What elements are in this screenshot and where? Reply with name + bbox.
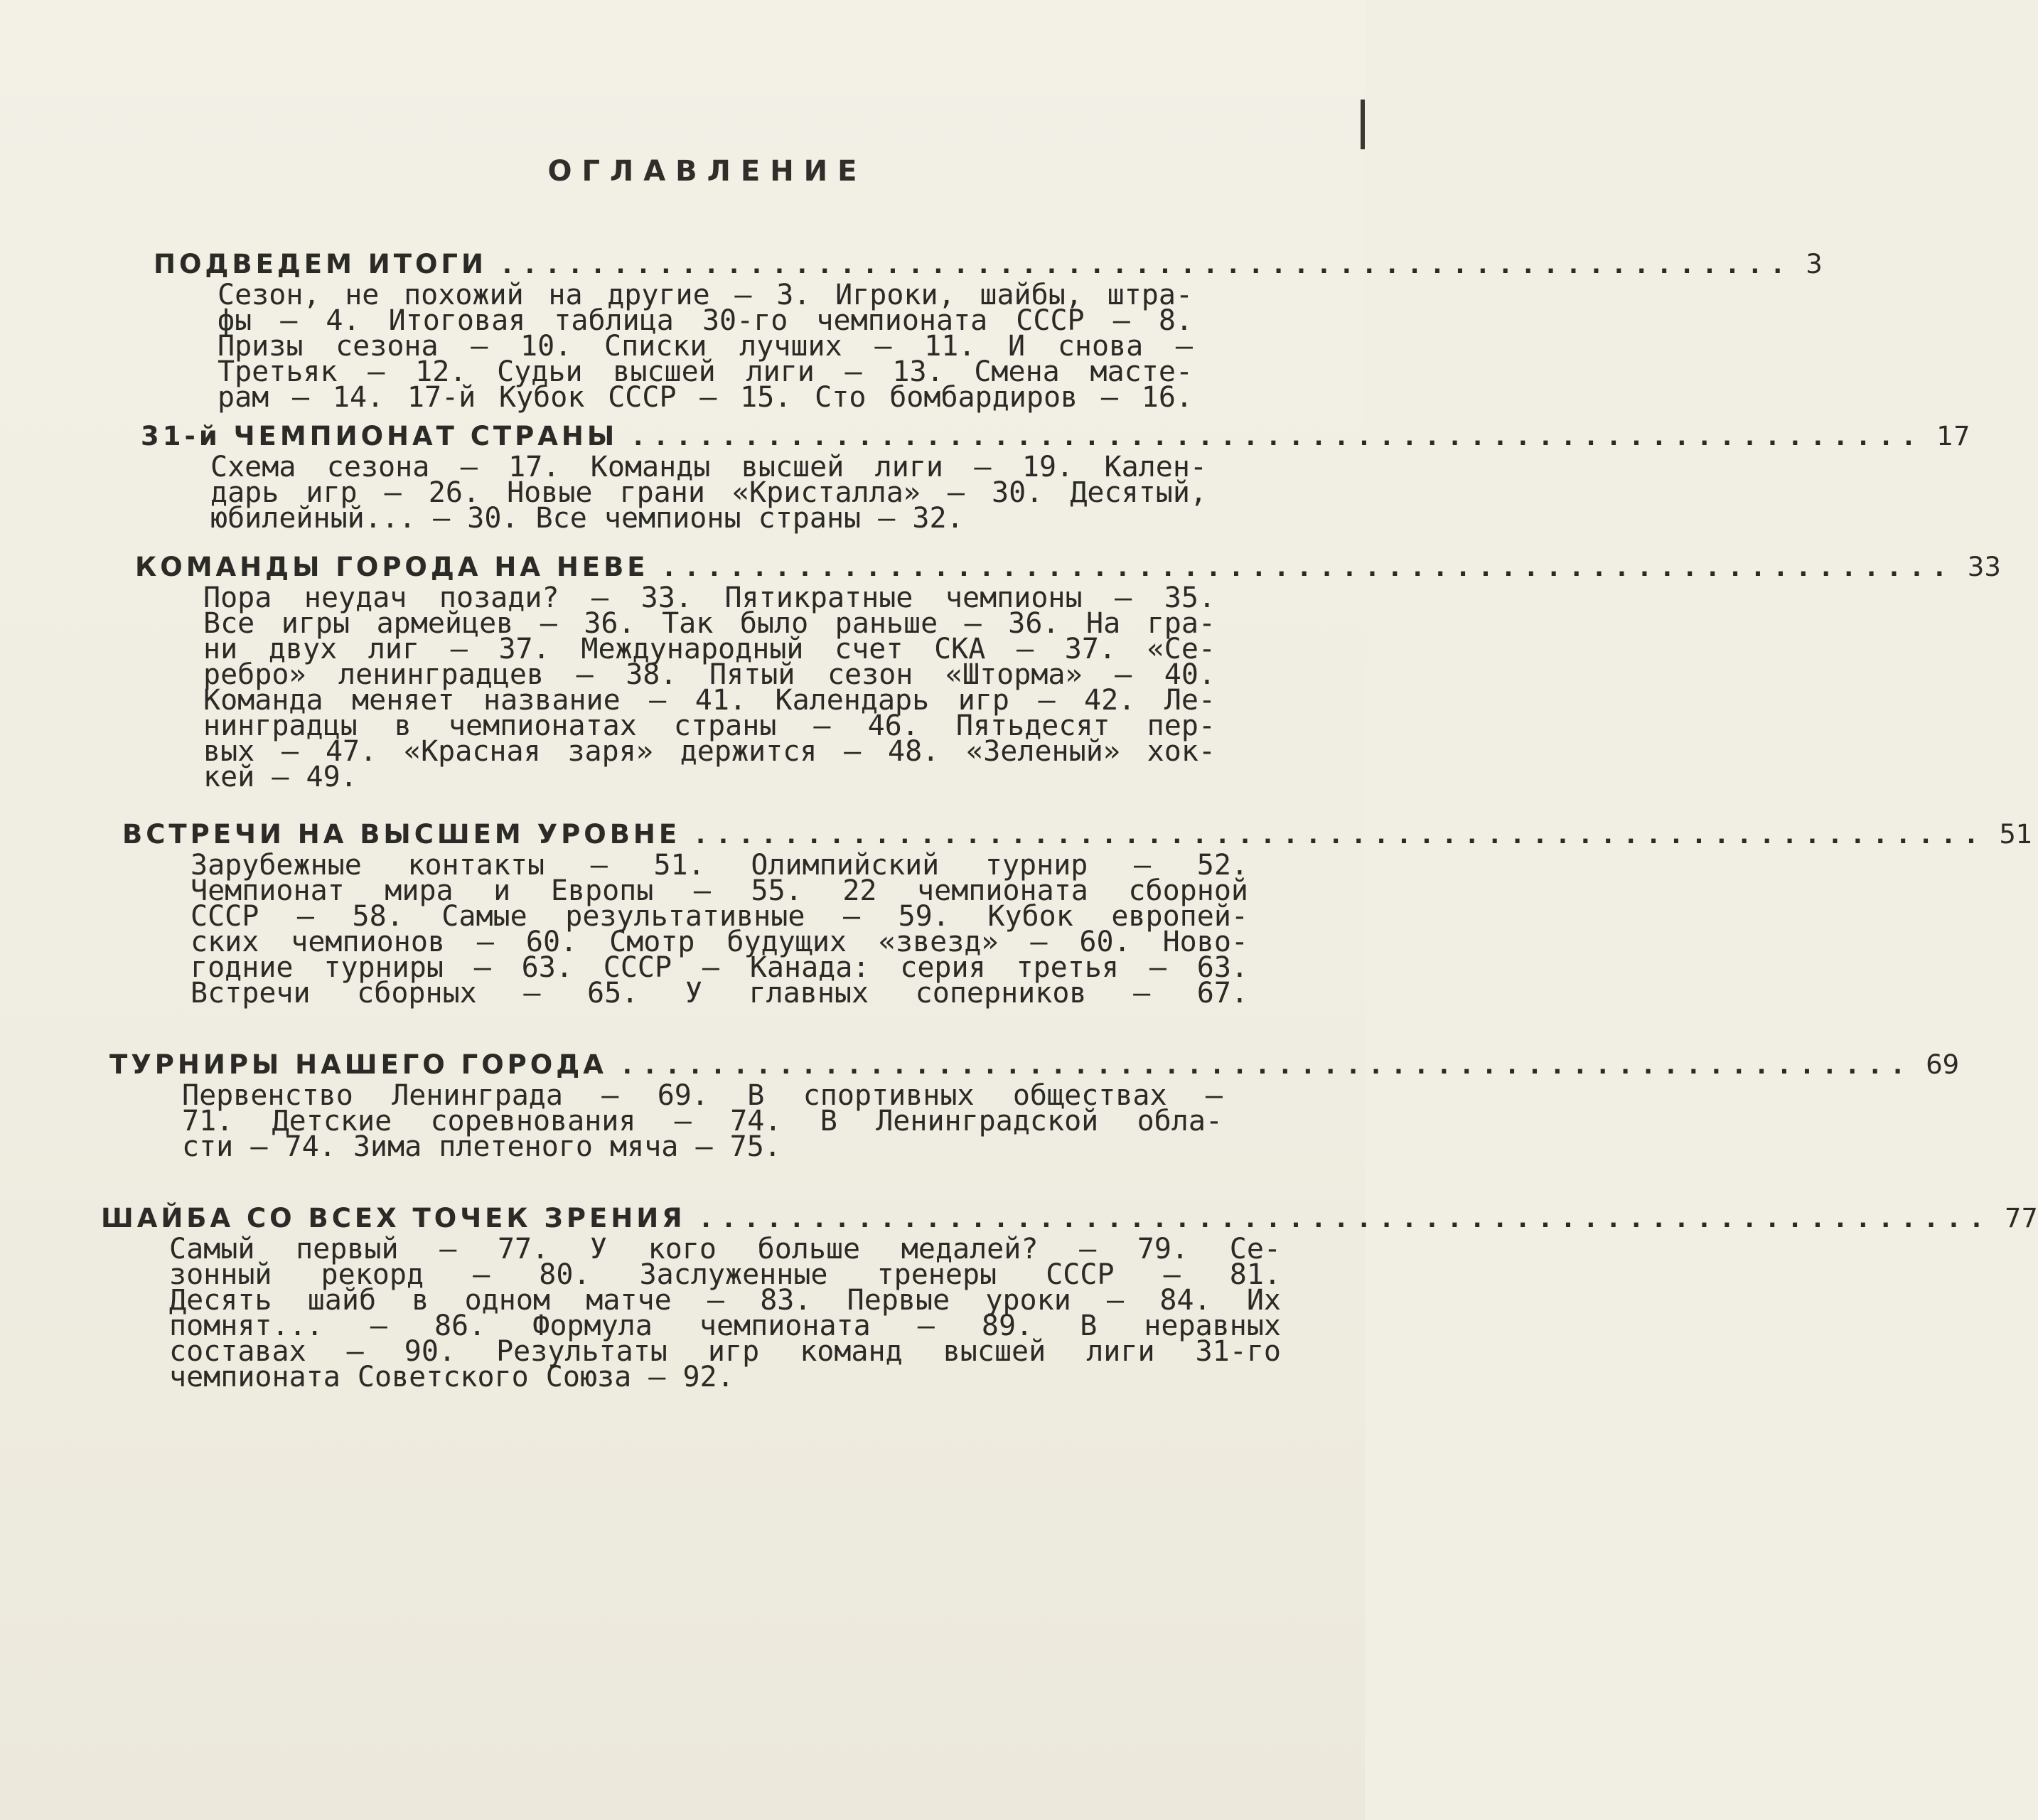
toc-heading: ВСТРЕЧИ НА ВЫСШЕМ УРОВНЕ: [122, 819, 681, 850]
toc-entry-line: Пора неудач позади? — 33. Пятикратные чемпионы — 35.: [203, 582, 1216, 614]
toc-leader-dots: .........................................................: [696, 821, 1990, 850]
toc-section-4: [122, 819, 2033, 1010]
toc-entry-line: Третьяк — 12. Судьи высшей лиги — 13. Смена масте-: [218, 355, 1193, 388]
toc-section-1: [154, 249, 1823, 414]
toc-leader-dots: .........................................................: [633, 423, 1927, 451]
toc-heading-row: [141, 421, 1970, 451]
toc-entries: [210, 451, 1207, 535]
toc-entry-line: Встречи сборных — 65. У главных соперников — 67.: [191, 977, 1248, 1010]
toc-entry-line: 71. Детские соревнования — 74. В Ленинградской обла-: [182, 1105, 1223, 1138]
toc-entries: [182, 1079, 1223, 1163]
toc-entry-line: помнят... — 86. Формула чемпионата — 89. В неравных: [169, 1310, 1281, 1342]
toc-entry-line: дарь игр — 26. Новые грани «Кристалла» — 30. Десятый,: [210, 476, 1207, 509]
toc-entry-line: вых — 47. «Красная заря» держится — 48. «Зеленый» хок-: [203, 735, 1216, 768]
toc-section-5: [109, 1049, 1960, 1163]
toc-entry-line: ребро» ленинградцев — 38. Пятый сезон «Шторма» — 40.: [203, 658, 1216, 691]
page-title: ОГЛАВЛЕНИЕ: [547, 155, 867, 188]
toc-page-number: 51: [1999, 819, 2033, 850]
toc-entry-line: годние турниры — 63. СССР — Канада: серия третья — 63.: [191, 951, 1248, 984]
toc-section-2: [141, 421, 1970, 535]
toc-heading: ТУРНИРЫ НАШЕГО ГОРОДА: [109, 1049, 607, 1080]
toc-entry-line: Призы сезона — 10. Списки лучших — 11. И снова —: [218, 330, 1193, 363]
toc-heading-row: [154, 249, 1823, 279]
toc-entries: [218, 279, 1193, 414]
toc-entry-line: составах — 90. Результаты игр команд высшей лиги 31-го: [169, 1335, 1281, 1368]
toc-entry-line: Сезон, не похожий на другие — 3. Игроки, шайбы, штра-: [218, 279, 1193, 311]
toc-heading: 31-й ЧЕМПИОНАТ СТРАНЫ: [141, 421, 618, 451]
toc-entry-line: Десять шайб в одном матче — 83. Первые уроки — 84. Их: [169, 1284, 1281, 1317]
toc-entry-line: кей — 49.: [203, 761, 358, 793]
toc-leader-dots: .........................................................: [701, 1205, 1995, 1233]
toc-page-number: 77: [2004, 1203, 2038, 1233]
toc-leader-dots: .........................................................: [664, 554, 1958, 582]
toc-entry-line: Чемпионат мира и Европы — 55. 22 чемпионата сборной: [191, 874, 1248, 907]
toc-entries: [203, 582, 1216, 793]
toc-heading-row: [122, 819, 2033, 850]
toc-entry-line: Первенство Ленинграда — 69. В спортивных обществах —: [182, 1079, 1223, 1112]
toc-entry-line: Самый первый — 77. У кого больше медалей? — 79. Се-: [169, 1233, 1281, 1265]
toc-entry-line: сти — 74. Зима плетеного мяча — 75.: [182, 1130, 781, 1163]
toc-entry-line: СССР — 58. Самые результативные — 59. Кубок европей-: [191, 900, 1248, 933]
toc-entry-line: ских чемпионов — 60. Смотр будущих «звезд» — 60. Ново-: [191, 926, 1248, 958]
toc-section-3: [135, 552, 2001, 793]
toc-entries: [169, 1233, 1281, 1393]
toc-entry-line: ни двух лиг — 37. Международный счет СКА — 37. «Се-: [203, 633, 1216, 665]
toc-heading: КОМАНДЫ ГОРОДА НА НЕВЕ: [135, 552, 649, 582]
toc-entries: [191, 849, 1248, 1010]
toc-entry-line: рам — 14. 17-й Кубок СССР — 15. Сто бомбардиров — 16.: [218, 381, 1193, 414]
toc-section-6: [101, 1203, 2038, 1393]
toc-entry-line: юбилейный... — 30. Все чемпионы страны — 32.: [210, 502, 964, 535]
toc-entry-line: Команда меняет название — 41. Календарь игр — 42. Ле-: [203, 684, 1216, 717]
toc-heading-row: [101, 1203, 2038, 1233]
toc-entry-line: Схема сезона — 17. Команды высшей лиги — 19. Кален-: [210, 451, 1207, 483]
toc-leader-dots: .........................................................: [502, 251, 1796, 279]
toc-entry-line: чемпионата Советского Союза — 92.: [169, 1361, 734, 1393]
toc-page-number: 69: [1926, 1049, 1960, 1080]
toc-entry-line: нинградцы в чемпионатах страны — 46. Пятьдесят пер-: [203, 710, 1216, 742]
toc-leader-dots: .........................................................: [622, 1051, 1916, 1080]
toc-heading: ПОДВЕДЕМ ИТОГИ: [154, 249, 487, 279]
toc-heading: ШАЙБА СО ВСЕХ ТОЧЕК ЗРЕНИЯ: [101, 1203, 686, 1233]
toc-page-number: 3: [1806, 249, 1823, 279]
toc-heading-row: [109, 1049, 1960, 1080]
toc-entry-line: Зарубежные контакты — 51. Олимпийский турнир — 52.: [191, 849, 1248, 882]
page-edge-mark: [1361, 100, 1365, 149]
toc-page-number: 17: [1936, 421, 1970, 451]
toc-entry-line: зонный рекорд — 80. Заслуженные тренеры СССР — 81.: [169, 1258, 1281, 1291]
toc-page-number: 33: [1967, 552, 2001, 582]
toc-entry-line: фы — 4. Итоговая таблица 30-го чемпионата СССР — 8.: [218, 304, 1193, 337]
toc-entry-line: Все игры армейцев — 36. Так было раньше — 36. На гра-: [203, 607, 1216, 640]
toc-heading-row: [135, 552, 2001, 582]
